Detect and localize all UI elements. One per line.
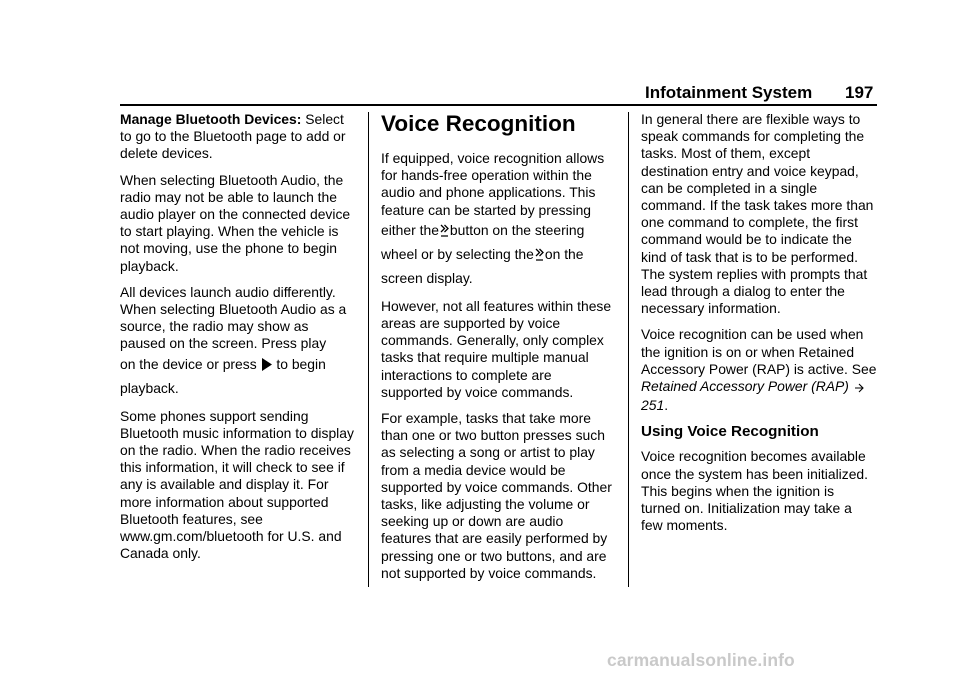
launch-audio-paragraph	[120, 284, 356, 399]
play-icon	[262, 355, 272, 377]
voice-recognition-icon	[440, 221, 449, 243]
voice-intro-text-b: either the	[381, 221, 439, 238]
column-divider-1	[368, 112, 369, 587]
launch-audio-line	[120, 353, 356, 377]
rap-page-number[interactable]: 251	[641, 397, 665, 414]
voice-intro-text-e: on the	[544, 245, 584, 262]
column-2	[381, 111, 617, 591]
voice-recognition-icon	[535, 245, 544, 267]
launch-audio-text-b: on the device or press	[120, 355, 257, 372]
voice-intro-paragraph	[381, 150, 617, 289]
page-reference-icon	[854, 380, 864, 397]
voice-intro-text-c: button on the steering	[449, 221, 585, 238]
voice-intro-text-f: screen display.	[381, 269, 473, 286]
page-number: 197	[845, 83, 874, 102]
voice-intro-line-1	[381, 219, 617, 243]
voice-recognition-heading: Voice Recognition	[381, 111, 576, 136]
launch-audio-text-d: playback.	[120, 379, 179, 396]
header-rule	[120, 104, 877, 106]
launch-audio-text-a: All devices launch audio differently. When selecting Bluetooth Audio as a source, the radio may show as paused on the screen. Press play	[120, 283, 347, 352]
features-paragraph: However, not all features within these areas are supported by voice commands. Generally, only complex tasks that require multiple manual interactions to complete are supported by voice commands.	[381, 297, 612, 400]
rap-reference[interactable]: Retained Accessory Power (RAP)	[641, 378, 849, 395]
manage-devices-text: Select to go to the Bluetooth page to add or delete devices.	[120, 111, 346, 162]
section-title: Infotainment System	[645, 83, 813, 102]
example-paragraph: For example, tasks that take more than one or two button presses such as selecting a song or artist to play from a media device would be supported by voice commands. Other tasks, like adjusting the volume or seeking up or down are audio features that are easily performed by pressing one or two buttons, and are not supported by voice commands.	[381, 410, 612, 581]
flexible-ways-paragraph: In general there are flexible ways to speak commands for completing the tasks. Most of them, except destination entry and voice keypad, can be completed in a single command. If the task takes more than one command to complete, the first command would be to indicate the kind of task that is to be performed. The system replies with prompts that lead through a dialog to enter the necessary information.	[641, 111, 874, 317]
bluetooth-audio-paragraph: When selecting Bluetooth Audio, the radio may not be able to launch the audio player on the connected device to start playing. When the vehicle is not moving, use the phone to begin playback.	[120, 171, 351, 274]
column-3	[641, 111, 877, 543]
initialization-paragraph: Voice recognition becomes available once the system has been initialized. This begins when the ignition is turned on. Initialization may take a few moments.	[641, 448, 869, 534]
ignition-paragraph	[641, 326, 877, 414]
manage-devices-label: Manage Bluetooth Devices:	[120, 111, 302, 127]
voice-intro-line-2	[381, 243, 617, 267]
voice-intro-text-d: wheel or by selecting the	[381, 245, 534, 262]
voice-intro-text-a: If equipped, voice recognition allows for hands-free operation within the audio and phone applications. This feature can be started by pressing	[381, 150, 605, 218]
ignition-end: .	[664, 397, 669, 414]
launch-audio-text-c: to begin	[276, 355, 326, 372]
column-1	[120, 111, 356, 571]
phones-support-paragraph: Some phones support sending Bluetooth music information to display on the radio. When the radio receives this information, it will check to see if any is available and display it. For more information about supported Bluetooth features, see www.gm.com/bluetooth for U.S. and Canada only.	[120, 407, 354, 562]
using-voice-recognition-heading: Using Voice Recognition	[641, 423, 819, 441]
ignition-text: Voice recognition can be used when the ignition is on or when Retained Accessory Power (RAP) is active. See	[641, 326, 877, 377]
manage-devices-paragraph	[120, 111, 356, 163]
watermark: carmanualsonline.info	[607, 650, 795, 670]
column-divider-2	[628, 112, 629, 587]
